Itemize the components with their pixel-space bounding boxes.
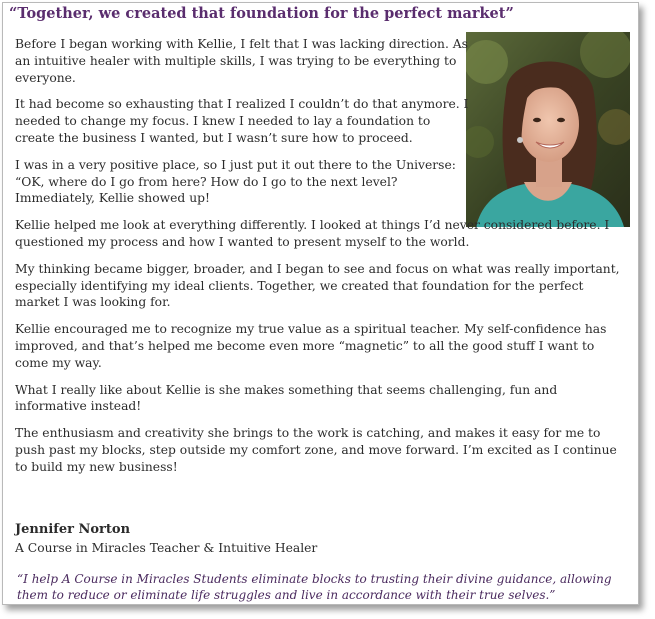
author-title: A Course in Miracles Teacher & Intuitive Healer — [15, 541, 318, 555]
testimonial-paragraph: Kellie helped me look at everything differently. I looked at things I’d never considered before. I questioned my process and how I wanted to present myself to the world. — [15, 218, 610, 249]
testimonial-headline: “Together, we created that foundation for the perfect market” — [9, 5, 514, 22]
testimonial-paragraph: Kellie encouraged me to recognize my true value as a spiritual teacher. My self-confidence has improved, and that’s helped me become even more “magnetic” to all the good stuff I want to come my way. — [15, 322, 607, 370]
testimonial-paragraph: It had become so exhausting that I realized I couldn’t do that anymore. I needed to change my focus. I knew I needed to lay a foundation to create the business I wanted, but I wasn’t sure how to proceed. — [15, 97, 469, 145]
testimonial-paragraph: My thinking became bigger, broader, and I began to see and focus on what was really important, especially identifying my ideal clients. Together, we created that foundation for the perfect market I was looking for. — [15, 261, 620, 310]
testimonial-card — [2, 2, 639, 605]
testimonial-paragraph: Before I began working with Kellie, I felt that I was lacking direction. As an intuitive healer with multiple skills, I was trying to be everything to everyone. — [15, 37, 468, 85]
testimonial-paragraph: What I really like about Kellie is she makes something that seems challenging, fun and informative instead! — [15, 382, 558, 414]
author-name: Jennifer Norton — [15, 522, 131, 537]
author-tagline-quote: “I help A Course in Miracles Students eliminate blocks to trusting their divine guidance, allowing them to reduce or eliminate life struggles and live in accordance with their true selves.” — [17, 572, 612, 602]
testimonial-paragraph: I was in a very positive place, so I just put it out there to the Universe: “OK, where do I go from here? How do I go to the next level? Immediately, Kellie showed up! — [15, 157, 456, 206]
testimonial-paragraph: The enthusiasm and creativity she brings to the work is catching, and makes it easy for me to push past my blocks, step outside my comfort zone, and move forward. I’m excited as I continue to build my new business! — [15, 426, 617, 474]
testimonial-body — [15, 36, 629, 486]
